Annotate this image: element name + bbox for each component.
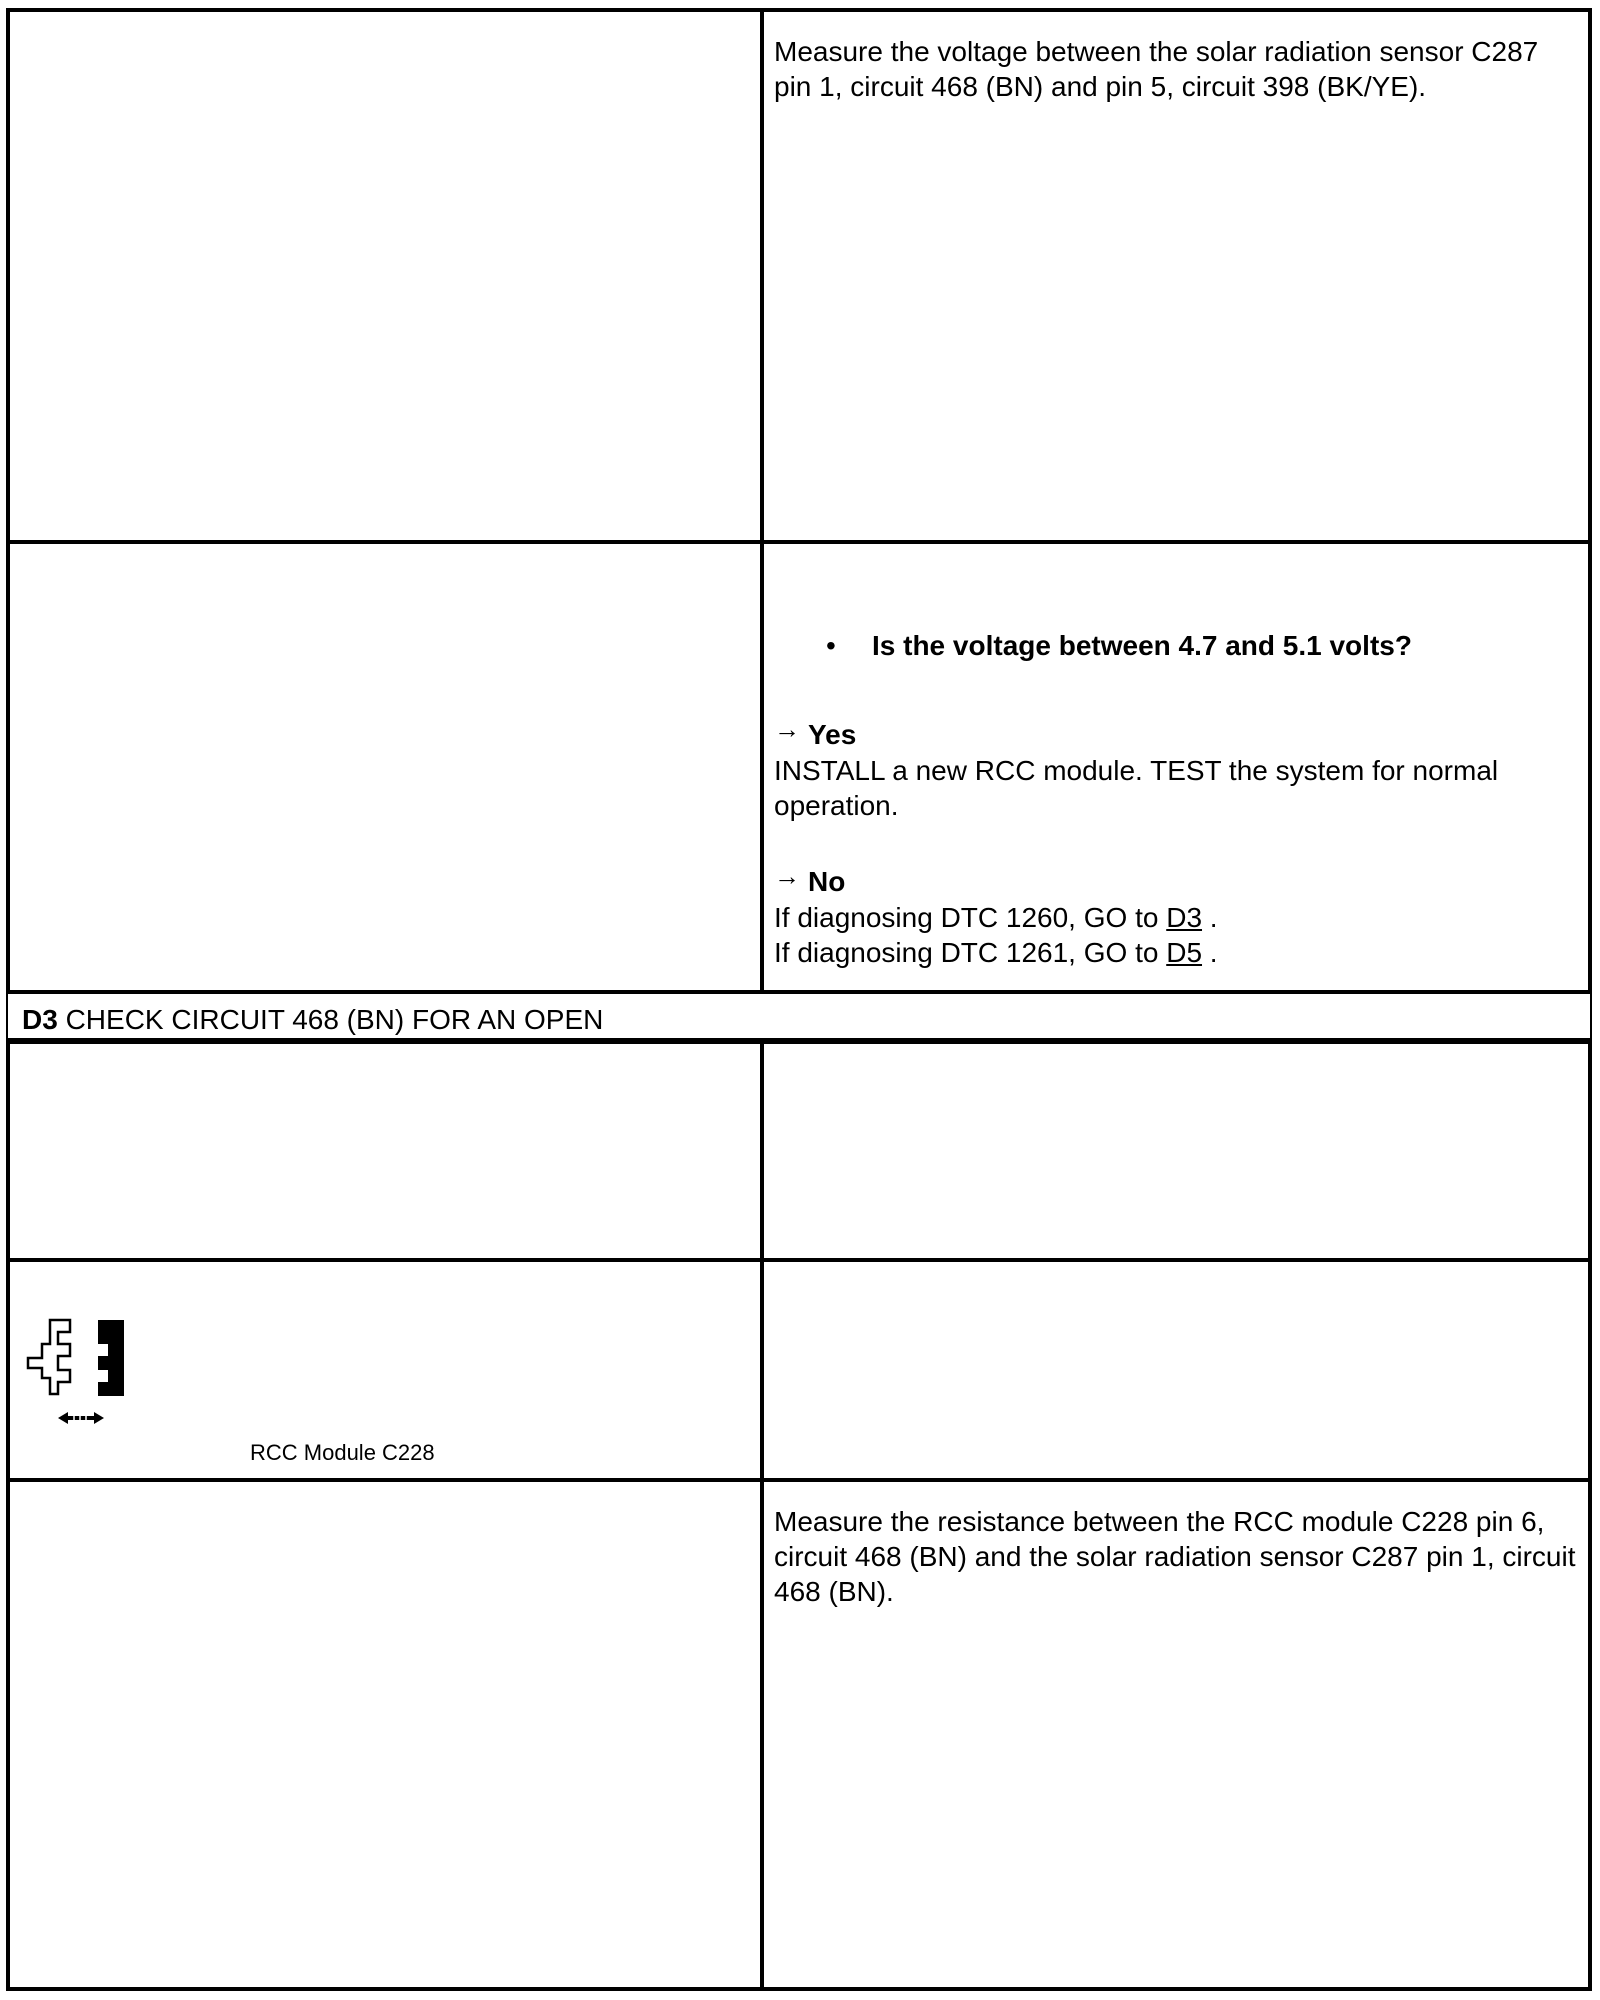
yes-label: Yes <box>808 719 857 750</box>
row6-instruction: Measure the resistance between the RCC module C228 pin 6, circuit 468 (BN) and the solar radiation sensor C287 pin 1, circuit 468 (BN). <box>774 1506 1576 1607</box>
no-line1-period: . <box>1209 902 1218 933</box>
diagnostic-table <box>6 8 1592 1991</box>
yes-answer <box>774 714 1588 823</box>
link-d3[interactable]: D3 <box>1166 902 1203 933</box>
no-line2-period: . <box>1209 937 1218 968</box>
step-title <box>22 1002 603 1038</box>
row1-instruction: Measure the voltage between the solar radiation sensor C287 pin 1, circuit 468 (BN) and pin 5, circuit 398 (BK/YE). <box>774 36 1539 102</box>
step-id: D3 <box>22 1004 58 1035</box>
connector-disconnect-icon <box>24 1314 144 1444</box>
no-answer <box>774 861 1218 970</box>
row2-right-cell <box>760 540 1592 994</box>
row5-right-cell <box>760 1258 1592 1482</box>
bullet-icon: • <box>826 630 836 661</box>
step-title-text: CHECK CIRCUIT 468 (BN) FOR AN OPEN <box>65 1004 604 1035</box>
question-text: Is the voltage between 4.7 and 5.1 volts? <box>872 630 1412 661</box>
yes-text: INSTALL a new RCC module. TEST the system for normal operation. <box>774 755 1499 821</box>
row1-left-cell <box>6 8 764 544</box>
connector-caption: RCC Module C228 <box>250 1440 435 1465</box>
row1-right-cell <box>760 8 1592 544</box>
step-header <box>6 992 1592 1044</box>
arrow-right-icon: → <box>774 714 800 744</box>
no-line2-prefix: If diagnosing DTC 1261, GO to <box>774 937 1159 968</box>
row2-left-cell <box>6 540 764 994</box>
link-d5[interactable]: D5 <box>1166 937 1203 968</box>
row5-left-cell <box>6 1258 764 1482</box>
no-line1-prefix: If diagnosing DTC 1260, GO to <box>774 902 1159 933</box>
no-label: No <box>808 866 846 897</box>
row6-right-cell <box>760 1478 1592 1991</box>
row4-right-cell <box>760 1038 1592 1262</box>
row4-left-cell <box>6 1038 764 1262</box>
arrow-right-icon: → <box>774 861 800 891</box>
row6-left-cell <box>6 1478 764 1991</box>
